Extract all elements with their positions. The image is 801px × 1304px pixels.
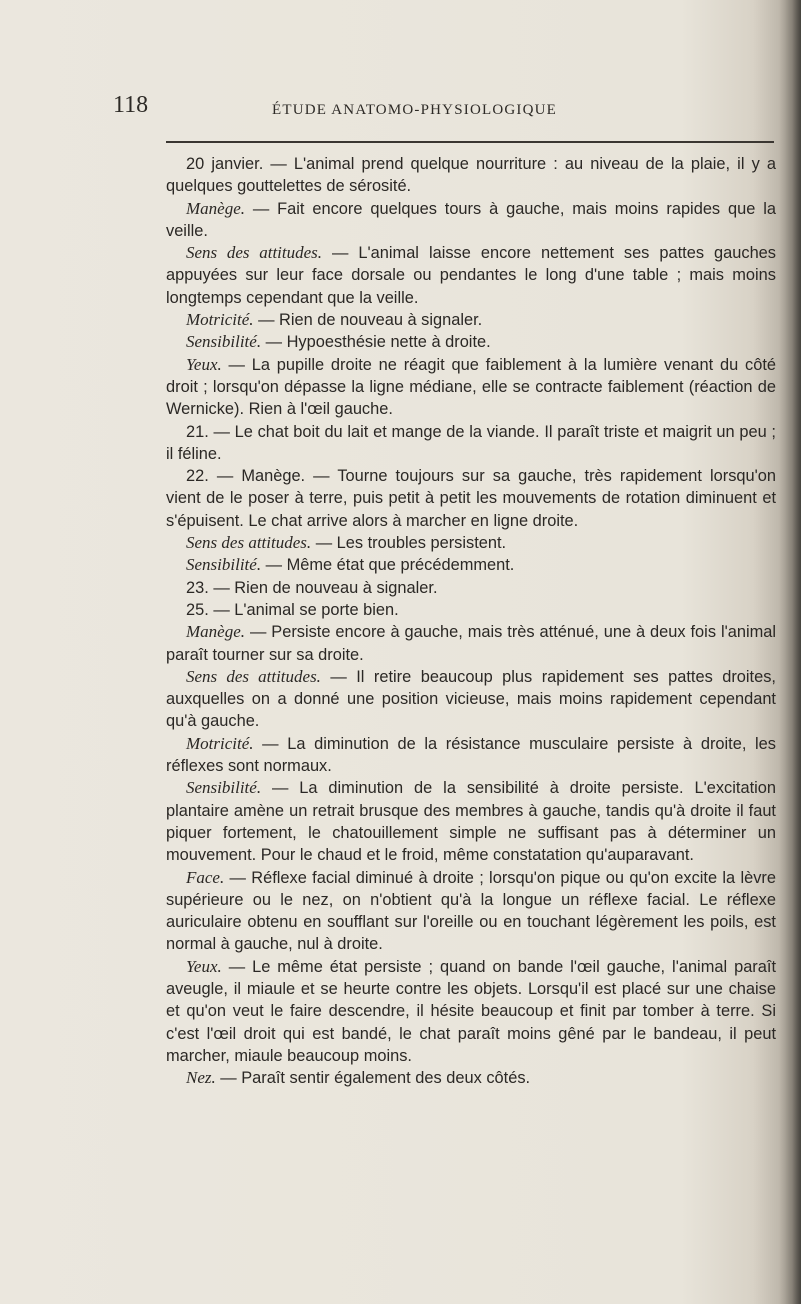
paragraph bbox=[166, 554, 776, 576]
paragraph-text: — Rien de nouveau à signaler. bbox=[253, 311, 483, 330]
paragraph bbox=[166, 331, 776, 353]
section-heading: Motricité. bbox=[186, 310, 254, 330]
paragraph-text: — Le chat boit du lait et mange de la viande. Il paraît triste et maigrit un peu ; il féline. bbox=[166, 422, 776, 463]
paragraph-text: — L'animal prend quelque nourriture : au niveau de la plaie, il y a quelques gouttelettes de sérosité. bbox=[166, 155, 776, 196]
paragraph-text: — Il retire beaucoup plus rapidement ses pattes droites, auxquelles on a donné une position vicieuse, mais moins rapidement cependant qu'à gauche. bbox=[166, 667, 776, 731]
paragraph bbox=[166, 733, 776, 778]
paragraph-text: — Paraît sentir également des deux côtés. bbox=[215, 1069, 531, 1088]
section-heading: Manège. bbox=[186, 198, 246, 218]
section-heading: Nez. bbox=[186, 1068, 216, 1088]
paragraph bbox=[166, 621, 776, 666]
paragraph-text: — Hypoesthésie nette à droite. bbox=[261, 333, 491, 352]
paragraph-text: — La pupille droite ne réagit que faiblement à la lumière venant du côté droit ; lorsqu'on dépasse la ligne médiane, elle se contracte faiblement (réaction de Wernicke). Rien à l'œil gauche. bbox=[166, 355, 776, 419]
paragraph-text: — Les troubles persistent. bbox=[311, 534, 507, 553]
section-heading: Sensibilité. bbox=[186, 778, 262, 798]
section-heading: Sens des attitudes. bbox=[186, 666, 321, 686]
paragraph bbox=[166, 242, 776, 309]
paragraph bbox=[166, 777, 776, 866]
section-heading: Yeux. bbox=[186, 354, 222, 374]
paragraph-text: — Rien de nouveau à signaler. bbox=[208, 578, 438, 597]
paragraph-text: — Le même état persiste ; quand on bande l'œil gauche, l'animal paraît aveugle, il miaule et se heurte contre les objets. Lorsqu'il est placé sur une chaise et qu'on veut le faire descendre, il hésite beaucoup et finit par tomber à terre. Si c'est l'œil droit qui est bandé, le chat paraît moins gêné par le bandeau, il peut marcher, miaule beaucoup moins. bbox=[166, 957, 776, 1065]
page-header bbox=[0, 86, 801, 126]
paragraph-text: — La diminution de la sensibilité à droite persiste. L'excitation plantaire amène un retrait brusque des membres à gauche, tandis qu'à droite il faut piquer fortement, le chatouillement simple ne suffisant pas à déterminer un mouvement. Pour le chaud et le froid, même constatation qu'auparavant. bbox=[166, 779, 776, 865]
paragraph-text: — La diminution de la résistance musculaire persiste à droite, les réflexes sont normaux. bbox=[166, 734, 776, 776]
binding-shadow bbox=[779, 0, 801, 1304]
entry-date: 20 janvier. bbox=[186, 155, 264, 173]
section-heading: Sens des attitudes. bbox=[186, 243, 323, 263]
page-number: 118 bbox=[113, 92, 149, 118]
running-title: ÉTUDE ANATOMO-PHYSIOLOGIQUE bbox=[272, 102, 558, 118]
section-heading: Sensibilité. bbox=[186, 332, 262, 352]
paragraph-text: — Manège. — Tourne toujours sur sa gauche, très rapidement lorsqu'on vient de le poser à terre, puis petit à petit les mouvements de rotation diminuent et s'épuisent. Le chat arrive alors à marcher en ligne droite. bbox=[166, 467, 776, 530]
section-heading: Sensibilité. bbox=[186, 555, 262, 575]
section-heading: Manège. bbox=[186, 622, 246, 642]
header-rule bbox=[166, 141, 774, 143]
paragraph bbox=[166, 577, 776, 599]
section-heading: Motricité. bbox=[186, 733, 254, 753]
paragraph bbox=[166, 465, 776, 532]
section-heading: Face. bbox=[186, 867, 225, 887]
paragraph bbox=[166, 666, 776, 733]
entry-date: 23. bbox=[186, 578, 209, 597]
paragraph-text: — Persiste encore à gauche, mais très atténué, une à deux fois l'animal paraît tourner sur sa droite. bbox=[166, 623, 776, 664]
paragraph bbox=[166, 532, 776, 554]
paragraph-text: — Même état que précédemment. bbox=[261, 556, 515, 575]
paragraph bbox=[166, 354, 776, 421]
entry-date: 21. bbox=[186, 422, 209, 441]
paragraph bbox=[166, 956, 776, 1067]
paragraph-text: — Fait encore quelques tours à gauche, mais moins rapides que la veille. bbox=[166, 199, 776, 240]
entry-date: 22. bbox=[186, 467, 209, 486]
paragraph bbox=[166, 1067, 776, 1089]
paragraph-text: — Réflexe facial diminué à droite ; lorsqu'on pique ou qu'on excite la lèvre supérieure ou le nez, on n'obtient qu'à la longue un réflexe facial. Le réflexe auriculaire obtenu en soufflant sur l'oreille ou en touchant légèrement les poils, est normal à gauche, nul à droite. bbox=[166, 868, 776, 954]
paragraph bbox=[166, 309, 776, 331]
paragraph bbox=[166, 599, 776, 621]
paragraph bbox=[166, 867, 776, 956]
entry-date: 25. bbox=[186, 600, 209, 619]
section-heading: Yeux. bbox=[186, 956, 222, 976]
paragraph bbox=[166, 198, 776, 243]
body-text bbox=[166, 153, 776, 1089]
section-heading: Sens des attitudes. bbox=[186, 533, 312, 553]
paragraph-text: — L'animal laisse encore nettement ses pattes gauches appuyées sur leur face dorsale ou pendantes le long d'une table ; mais moins longtemps cependant que la veille. bbox=[166, 244, 776, 307]
paragraph bbox=[166, 421, 776, 466]
paragraph-text: — L'animal se porte bien. bbox=[208, 600, 399, 619]
paragraph bbox=[166, 153, 776, 198]
